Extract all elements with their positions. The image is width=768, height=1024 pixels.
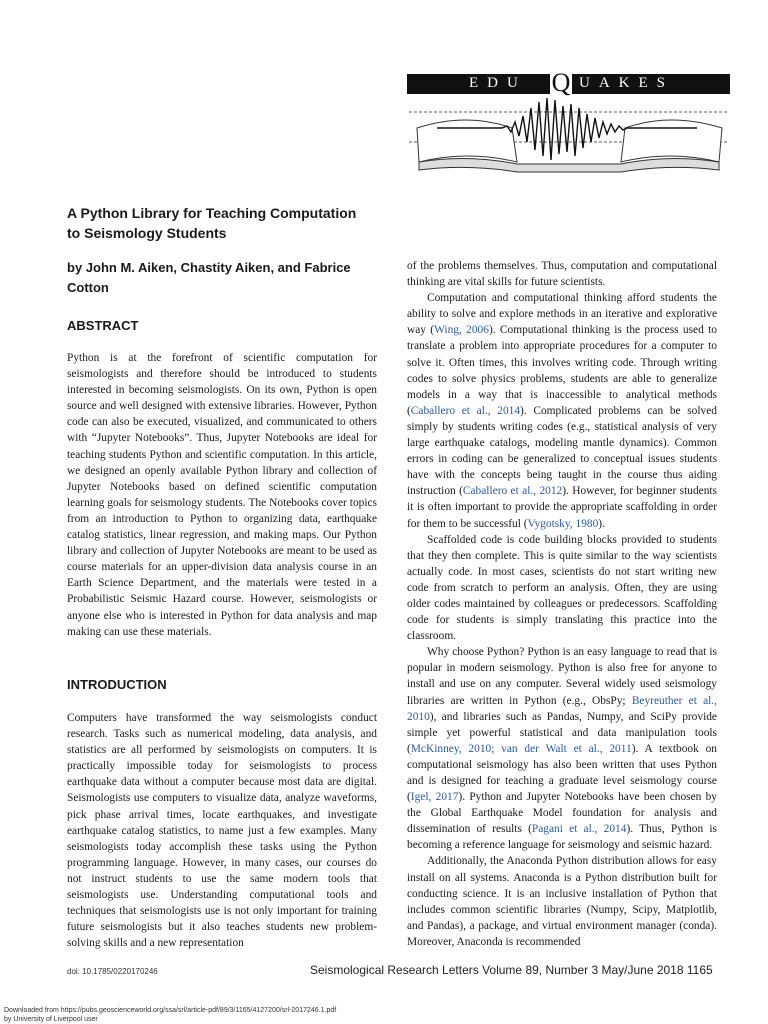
logo-q-letter: Q: [551, 68, 571, 97]
article-authors: by John M. Aiken, Chastity Aiken, and Fabrice Cotton: [67, 260, 351, 295]
download-notice: [4, 1006, 336, 1024]
article-title: A Python Library for Teaching Computation to Seismology Students: [67, 205, 357, 241]
logo-bar: [407, 68, 730, 97]
right-paragraph-4: Why choose Python? Python is an easy language to read that is popular in modern seismology. Python is also free for anyone to install and use on any computer. Several widely used seismology libraries are written in Python (e.g., ObsPy; Beyreuther et al., 2010), and libraries such as Pandas, Numpy, and SciPy provide simple yet powerful statistical and data manipulation tools (McKinney, 2010; van der Walt et al., 2011). A textbook on computational seismology has also been written that uses Python and is designed for teaching a graduate level seismology course (Igel, 2017). Python and Jupyter Notebooks have been chosen by the Global Earthquake Model foundation for analysis and dissemination of results (Pagani et al., 2014). Thus, Python is becoming a reference language for seismology and seismic hazard.: [407, 646, 717, 852]
eduquakes-logo: [407, 68, 730, 176]
download-line-2: by University of Liverpool user: [4, 1016, 98, 1023]
right-paragraph-5: Additionally, the Anaconda Python distribution allows for easy install on all systems. Anaconda is a Python distribution built for conducting science. It is an inclusive installation of Python that includes common scientific libraries (Numpy, Scipy, Matplotlib, and Pandas), a package, and virtual environment manager (conda). Moreover, Anaconda is recommended: [407, 855, 717, 948]
citation-link[interactable]: McKinney, 2010; van der Walt et al., 2011: [410, 742, 632, 755]
right-paragraph-1: of the problems themselves. Thus, computation and computational thinking are vital skills for future scientists.: [407, 260, 717, 289]
citation-link[interactable]: Beyreuther et al., 2010: [407, 694, 717, 723]
citation-link[interactable]: Pagani et al., 2014: [531, 823, 627, 836]
citation-link[interactable]: Wing, 2006: [434, 324, 489, 337]
abstract-paragraph: Python is at the forefront of scientific computation for seismologists and therefore should be introduced to students interested in becoming seismologists. On its own, Python is open source and well designed with extensive libraries. However, Python code can also be executed, visualized, and communicated to others with “Jupyter Notebooks”. Thus, Jupyter Notebooks are ideal for teaching students Python and scientific computation. In this article, we designed an openly available Python library and collection of Jupyter Notebooks based on defined scientific computation learning goals for seismology students. The Notebooks cover topics from an introduction to Python to organizing data, earthquake catalog statistics, linear regression, and making maps. Our Python library and collection of Jupyter Notebooks are meant to be used as course materials for an upper-division data analysis course in an Earth Science Department, and the materials were tested in a Probabilistic Seismic Hazard course. However, seismologists or anyone else who is interested in Python for data analysis and map making can use these materials.: [67, 352, 377, 638]
citation-link[interactable]: Caballero et al., 2014: [410, 404, 521, 417]
logo-left-text: EDU: [469, 75, 527, 91]
intro-paragraph: Computers have transformed the way seismologists conduct research. Tasks such as numerical modeling, data analysis, and statistics are all performed by seismologists on computers. It is practically impossible today for seismologists to process earthquake data without a computer because most data are digital. Seismologists use computers to visualize data, analyze waveforms, pick phase arrival times, locate earthquakes, and investigate earthquake catalog statistics, to name just a few examples. Many seismologists today accomplish these tasks using the Python programming language. However, in many cases, our courses do not instruct students to use the same modern tools that seismologists use. Understanding computational tools and techniques that seismologists use is not only important for training future seismologists but it also teaches students new problem-solving skills and a new representation: [67, 712, 377, 950]
right-paragraph-3: Scaffolded code is code building blocks provided to students that they then complete. This is quite similar to the way scientists actually code. In most cases, scientists do not start writing new code from scratch to perform an analysis. Often, they are using older codes maintained by colleagues or predecessors. Scaffolding code for students is simply translating this practice into the classroom.: [407, 533, 717, 643]
doi-text: doi: 10.1785/0220170246: [67, 967, 158, 976]
journal-footer: Seismological Research Letters Volume 89, Number 3 May/June 2018 1165: [310, 963, 713, 977]
citation-link[interactable]: Caballero et al., 2012: [462, 485, 563, 498]
download-line-1: Downloaded from https://pubs.geoscienceworld.org/ssa/srl/article-pdf/89/3/1165/4127200/srl-2017246.1.pdf: [4, 1007, 337, 1014]
right-column: [407, 258, 717, 950]
introduction-heading: INTRODUCTION: [67, 677, 167, 692]
introduction-body: [67, 710, 377, 951]
citation-link[interactable]: Vygotsky, 1980: [527, 517, 599, 530]
seismogram-book-icon: [407, 94, 730, 176]
abstract-body: [67, 350, 377, 640]
logo-right-text: UAKES: [579, 75, 675, 91]
abstract-heading: ABSTRACT: [67, 318, 139, 333]
right-paragraph-2: Computation and computational thinking afford students the ability to solve and explore methods in an iterative and explorative way (Wing, 2006). Computational thinking is the process used to translate a problem into appropriate procedures for a computer to solve it. Often times, this involves writing code. Through writing codes to solve physics problems, students are able to generalize models in a way that is inaccessible to analytical methods (Caballero et al., 2014). Complicated problems can be solved simply by students writing codes (e.g., statistical analysis of very large earthquake catalogs, modeling mantle dynamics). Common errors in coding can be generalized to conceptual issues students have with the concepts being taught in the course thus aiding instruction (Caballero et al., 2012). However, for beginner students it is often important to provide the appropriate scaffolding in order for them to be successful (Vygotsky, 1980).: [407, 292, 718, 530]
citation-link[interactable]: Igel, 2017: [410, 791, 459, 804]
